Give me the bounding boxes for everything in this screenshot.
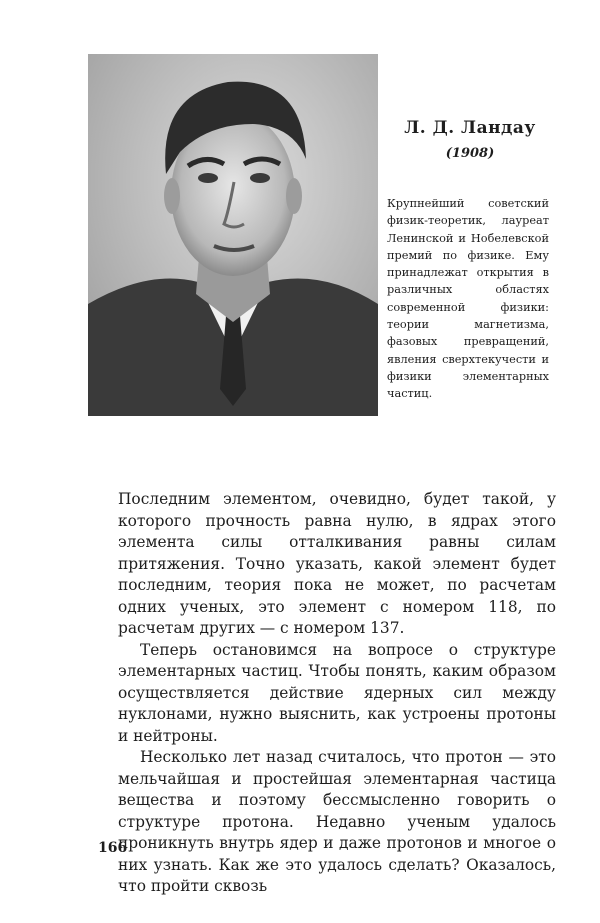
paragraph: Теперь остановимся на вопросе о структуре элементарных частиц. Чтобы понять, каким образом осуществляется действие ядерных сил между нуклонами, нужно выяснить, как устроены протоны и нейтроны. xyxy=(118,640,556,745)
body-text xyxy=(118,489,556,898)
paragraph: Несколько лет назад считалось, что протон — это мельчайшая и простейшая элементарная частица вещества и поэтому бессмысленно говорить о структуре протона. Недавно ученым удалось проникнуть внутрь ядер и даже протонов и многое о них узнать. Как же это удалось сделать? Оказалось, что пройти сквозь xyxy=(118,748,556,895)
portrait-caption-years: (1908) xyxy=(445,146,495,161)
paragraph: Последним элементом, очевидно, будет такой, у которого прочность равна нулю, в ядрах этого элемента силы отталкивания равны силам притяжения. Точно указать, какой элемент будет последним, теория пока не может, по расчетам одних ученых, это элемент с номером 118, по расчетам других — с номером 137. xyxy=(118,490,556,637)
portrait-photo xyxy=(88,54,378,416)
portrait-caption-name: Л. Д. Ландау xyxy=(404,118,536,138)
page-number: 166 xyxy=(98,840,128,856)
portrait-caption-description: Крупнейший советский физик-теоретик, лауреат Ленинской и Нобелевской премий по физике. Ему принадлежат открытия в различных областях современной физики: теории магнетизма, фазовых превращений, явления сверхтекучести и физики элементарных частиц. xyxy=(387,197,549,401)
